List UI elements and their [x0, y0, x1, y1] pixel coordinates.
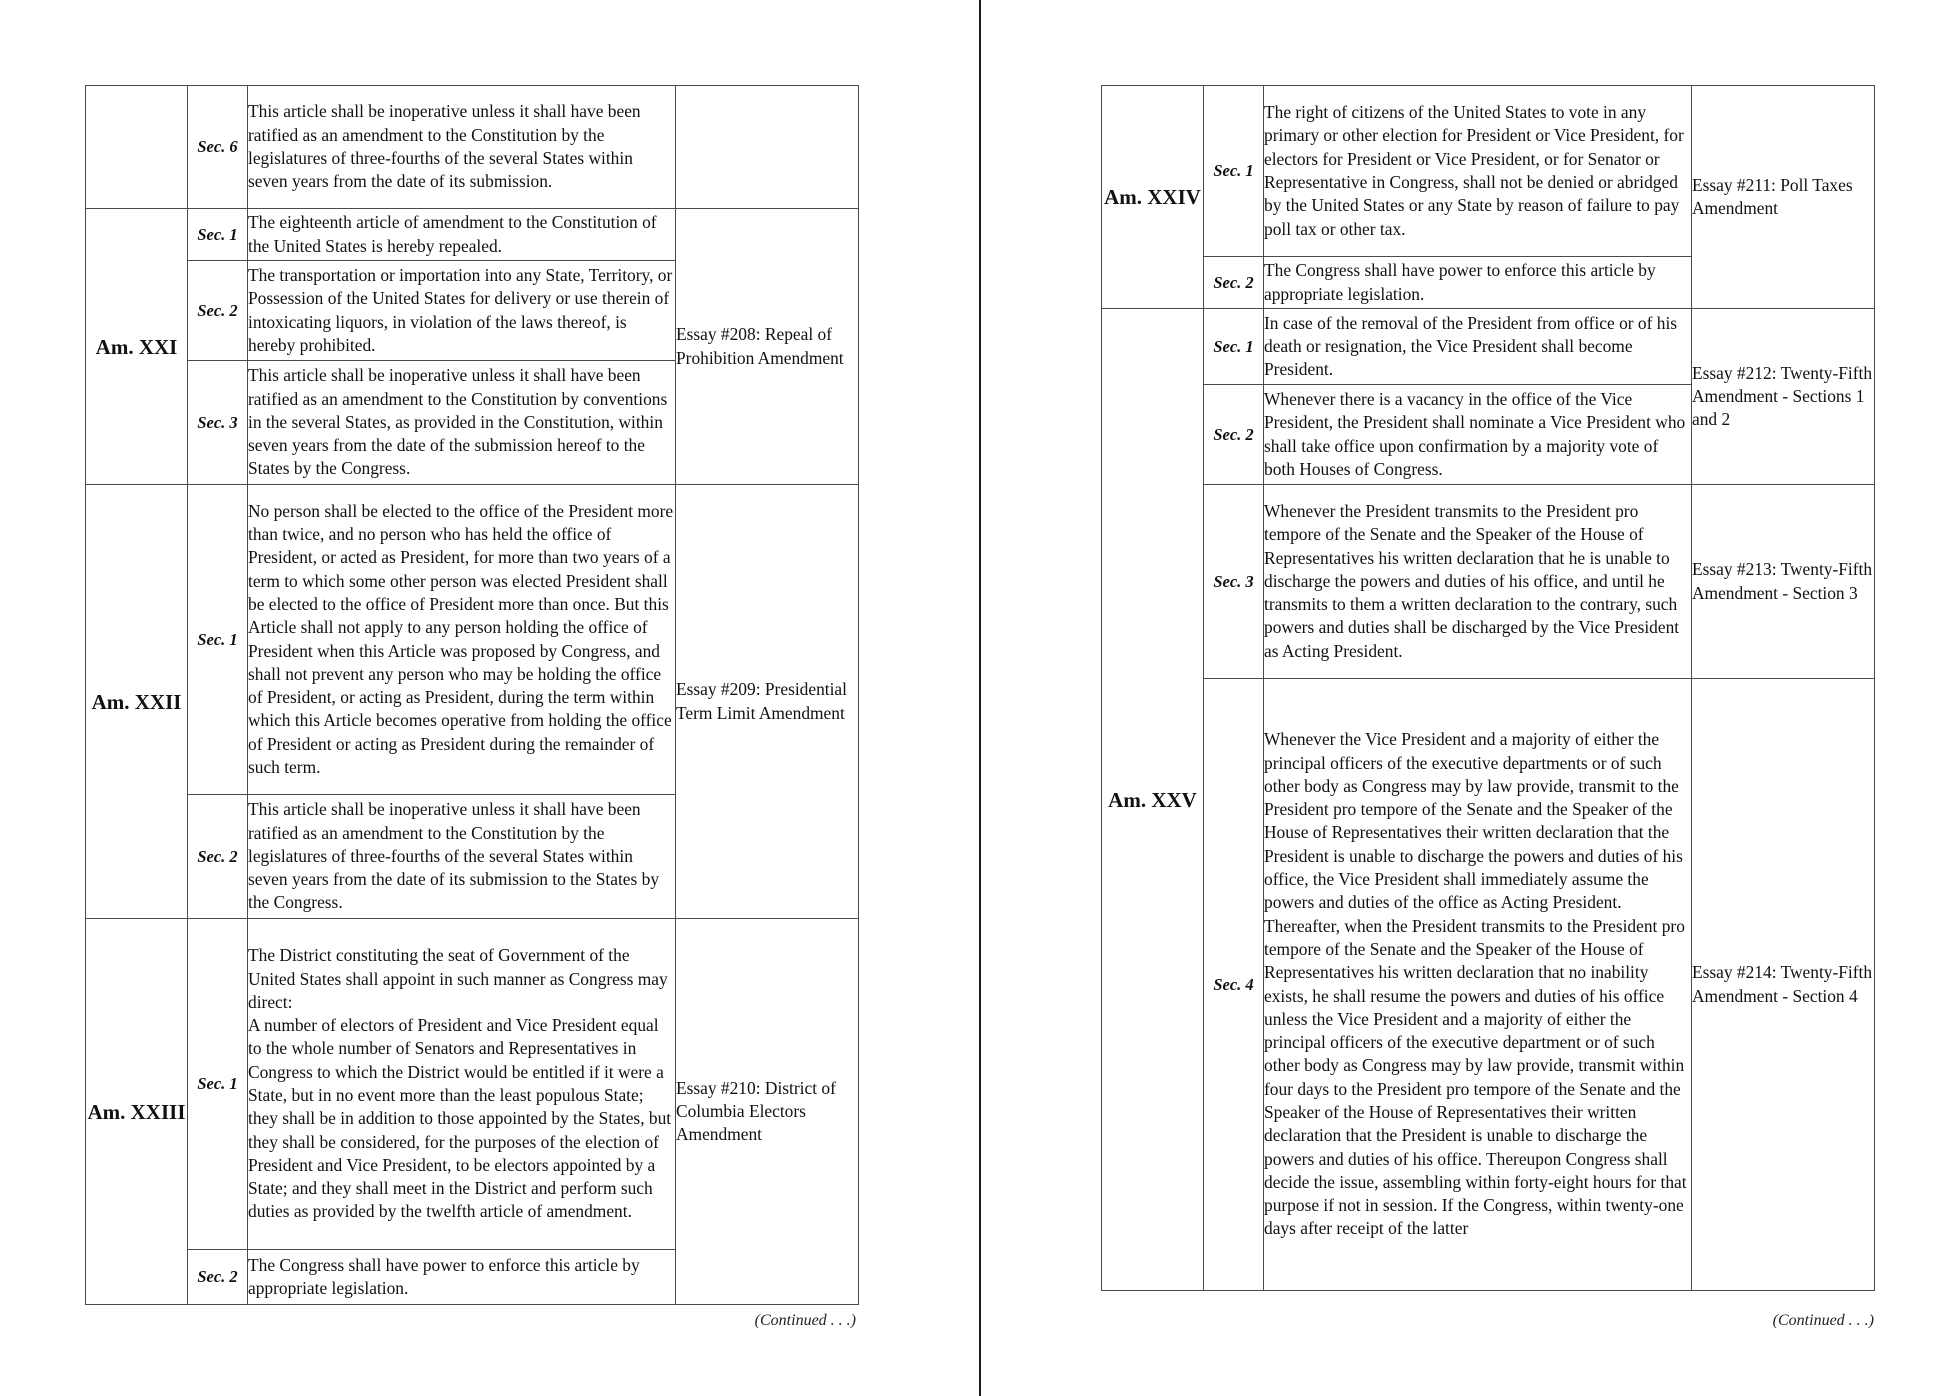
section-paragraph: The Congress shall have power to enforce this article by appropriate legislation. [248, 1254, 640, 1298]
section-label: Sec. 1 [1204, 86, 1264, 257]
section-paragraph: This article shall be inoperative unless it shall have been ratified as an amendment to the Constitution by conventions in the several States, as provided in the Constitution, within seven years from the date of the submission hereof to the States by the Congress. [248, 365, 668, 479]
amendment-label: Am. XXII [86, 485, 188, 919]
section-text [1264, 385, 1692, 485]
section-paragraph: In case of the removal of the President from office or of his death or resignation, the Vice President shall become President. [1264, 312, 1678, 380]
section-label: Sec. 2 [1204, 257, 1264, 309]
section-text [248, 919, 676, 1250]
section-label: Sec. 4 [1204, 679, 1264, 1291]
amendment-label: Am. XXV [1102, 309, 1204, 1291]
section-text [1264, 679, 1692, 1291]
section-paragraph: Whenever the Vice President and a majority of either the principal officers of the executive departments or of such other body as Congress may by law provide, transmit to the President pro tempore of the Senate and the Speaker of the House of Representatives their written declaration that the President is unable to discharge the powers and duties of his office, the Vice President shall immediately assume the powers and duties of the office as Acting President. [1264, 729, 1683, 913]
section-label: Sec. 2 [1204, 385, 1264, 485]
amendment-label: Am. XXIV [1102, 86, 1204, 309]
section-paragraph: The right of citizens of the United States to vote in any primary or other election for President or Vice President, for electors for President or Vice President, or for Senator or Representative in Congress, shall not be denied or abridged by the United States or any State by reason of failure to pay poll tax or other tax. [1264, 102, 1684, 239]
section-text [248, 261, 676, 361]
section-paragraph: The eighteenth article of amendment to the Constitution of the United States is hereby repealed. [248, 212, 657, 256]
continued-note: (Continued . . .) [754, 1312, 856, 1329]
section-text [1264, 86, 1692, 257]
table-row [1102, 309, 1875, 385]
section-paragraph: Whenever there is a vacancy in the office of the Vice President, the President shall nominate a Vice President who shall take office upon confirmation by a majority vote of both Houses of Congress. [1264, 388, 1686, 479]
section-text [248, 795, 676, 919]
amendment-label: Am. XXIII [86, 919, 188, 1305]
table-row [86, 86, 859, 209]
section-paragraph: The District constituting the seat of Government of the United States shall appoint in such manner as Congress may direct: [248, 945, 668, 1012]
section-paragraph: A number of electors of President and Vice President equal to the whole number of Senators and Representatives in Congress to which the District would be entitled if it were a State, but in no event more than the least populous State; they shall be in addition to those appointed by the States, but they shall be considered, for the purposes of the election of President and Vice President, to be electors appointed by a State; and they shall meet in the District and perform such duties as provided by the twelfth article of amendment. [248, 1015, 672, 1222]
section-label: Sec. 2 [188, 261, 248, 361]
table-row [1102, 679, 1875, 1291]
table-row [1102, 485, 1875, 679]
table-row [86, 919, 859, 1250]
section-label: Sec. 1 [188, 209, 248, 261]
amendments-table-left [85, 85, 859, 1305]
continued-note: (Continued . . .) [1772, 1312, 1874, 1329]
section-text [248, 485, 676, 795]
section-text [248, 209, 676, 261]
essay-reference [676, 86, 859, 209]
section-paragraph: Whenever the President transmits to the President pro tempore of the Senate and the Speaker of the House of Representatives his written declaration that he is unable to discharge the powers and duties of his office, and until he transmits to them a written declaration to the contrary, such powers and duties shall be discharged by the Vice President as Acting President. [1264, 500, 1680, 661]
table-row [86, 209, 859, 261]
amendment-label: Am. XXI [86, 209, 188, 485]
section-text [248, 86, 676, 209]
amendment-label [86, 86, 188, 209]
table-row [86, 485, 859, 795]
section-paragraph: The Congress shall have power to enforce this article by appropriate legislation. [1264, 260, 1656, 304]
section-text [1264, 485, 1692, 679]
section-text [248, 361, 676, 485]
section-label: Sec. 2 [188, 1250, 248, 1305]
right-page [981, 0, 1956, 1396]
section-label: Sec. 2 [188, 795, 248, 919]
table-row [1102, 86, 1875, 257]
essay-reference: Essay #213: Twenty-Fifth Amendment - Section 3 [1692, 485, 1875, 679]
section-paragraph: Thereafter, when the President transmits to the President pro tempore of the Senate and the Speaker of the House of Representatives his written declaration that no inability exists, he shall resume the powers and duties of his office unless the Vice President and a majority of either the principal officers of the executive department or of such other body as Congress may by law provide, transmit within four days to the President pro tempore of the Senate and the Speaker of the House of Representatives their written declaration that the President is unable to discharge the powers and duties of his office. Thereupon Congress shall decide the issue, assembling within forty-eight hours for that purpose if not in session. If the Congress, within twenty-one days after receipt of the latter [1264, 915, 1687, 1239]
section-label: Sec. 1 [188, 919, 248, 1250]
section-label: Sec. 6 [188, 86, 248, 209]
essay-reference: Essay #211: Poll Taxes Amendment [1692, 86, 1875, 309]
section-text [248, 1250, 676, 1305]
section-text [1264, 257, 1692, 309]
section-paragraph: The transportation or importation into any State, Territory, or Possession of the United States for delivery or use therein of intoxicating liquors, in violation of the laws thereof, is hereby prohibited. [248, 264, 673, 355]
section-paragraph: This article shall be inoperative unless it shall have been ratified as an amendment to the Constitution by the legislatures of three-fourths of the several States within seven years from the date of its submission to the States by the Congress. [248, 799, 660, 913]
section-paragraph: This article shall be inoperative unless it shall have been ratified as an amendment to the Constitution by the legislatures of three-fourths of the several States within seven years from the date of its submission. [248, 101, 641, 192]
section-label: Sec. 1 [188, 485, 248, 795]
essay-reference: Essay #208: Repeal of Prohibition Amendment [676, 209, 859, 485]
essay-reference: Essay #212: Twenty-Fifth Amendment - Sections 1 and 2 [1692, 309, 1875, 485]
essay-reference: Essay #214: Twenty-Fifth Amendment - Section 4 [1692, 679, 1875, 1291]
section-paragraph: No person shall be elected to the office of the President more than twice, and no person who has held the office of President, or acted as President, for more than two years of a term to which some other person was elected President shall be elected to the office of President more than once. But this Article shall not apply to any person holding the office of President when this Article was proposed by Congress, and shall not prevent any person who may be holding the office of President, or acting as President, during the term within which this Article becomes operative from holding the office of President or acting as President during the remainder of such term. [248, 500, 674, 777]
essay-reference: Essay #209: Presidential Term Limit Amendment [676, 485, 859, 919]
section-label: Sec. 3 [1204, 485, 1264, 679]
amendments-table-right [1101, 85, 1875, 1291]
section-text [1264, 309, 1692, 385]
section-label: Sec. 3 [188, 361, 248, 485]
section-label: Sec. 1 [1204, 309, 1264, 385]
essay-reference: Essay #210: District of Columbia Electors Amendment [676, 919, 859, 1305]
